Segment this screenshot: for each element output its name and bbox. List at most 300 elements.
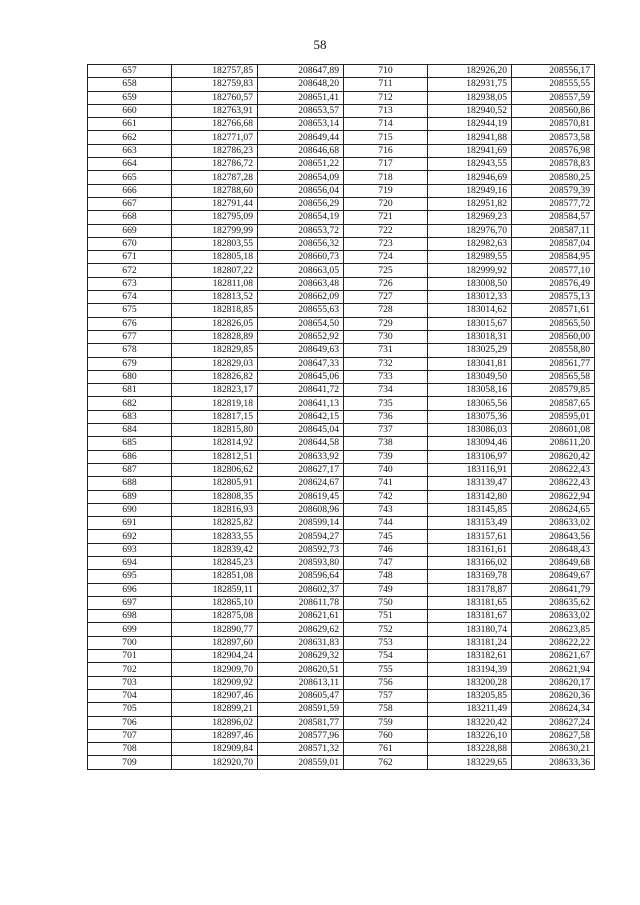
table-row: [88, 304, 595, 317]
point-number-left: 682: [88, 397, 172, 410]
x-coordinate-left: 182814,92: [172, 437, 258, 450]
x-coordinate-left: 182897,46: [172, 729, 258, 742]
table-row: [88, 636, 595, 649]
point-number-right: 712: [344, 91, 428, 104]
point-number-right: 723: [344, 237, 428, 250]
table-row: [88, 251, 595, 264]
table-row: [88, 610, 595, 623]
y-coordinate-left: 208653,57: [258, 104, 344, 117]
point-number-left: 676: [88, 317, 172, 330]
x-coordinate-right: 183145,85: [428, 503, 512, 516]
table-row: [88, 370, 595, 383]
point-number-right: 718: [344, 171, 428, 184]
point-number-right: 713: [344, 104, 428, 117]
point-number-left: 695: [88, 570, 172, 583]
point-number-left: 667: [88, 197, 172, 210]
x-coordinate-right: 183166,02: [428, 556, 512, 569]
table-row: [88, 716, 595, 729]
point-number-right: 728: [344, 304, 428, 317]
x-coordinate-right: 183015,67: [428, 317, 512, 330]
x-coordinate-left: 182815,80: [172, 424, 258, 437]
point-number-left: 660: [88, 104, 172, 117]
x-coordinate-left: 182818,85: [172, 304, 258, 317]
point-number-right: 760: [344, 729, 428, 742]
point-number-right: 724: [344, 251, 428, 264]
point-number-left: 675: [88, 304, 172, 317]
y-coordinate-right: 208633,02: [512, 610, 595, 623]
table-row: [88, 490, 595, 503]
y-coordinate-right: 208576,98: [512, 144, 595, 157]
point-number-left: 687: [88, 463, 172, 476]
point-number-left: 692: [88, 530, 172, 543]
x-coordinate-right: 183008,50: [428, 277, 512, 290]
x-coordinate-right: 183094,46: [428, 437, 512, 450]
y-coordinate-right: 208573,58: [512, 131, 595, 144]
y-coordinate-left: 208663,05: [258, 264, 344, 277]
x-coordinate-left: 182759,83: [172, 78, 258, 91]
y-coordinate-left: 208593,80: [258, 556, 344, 569]
x-coordinate-left: 182823,17: [172, 384, 258, 397]
y-coordinate-left: 208629,62: [258, 623, 344, 636]
point-number-left: 680: [88, 370, 172, 383]
y-coordinate-left: 208599,14: [258, 517, 344, 530]
x-coordinate-left: 182786,23: [172, 144, 258, 157]
x-coordinate-left: 182799,99: [172, 224, 258, 237]
x-coordinate-left: 182904,24: [172, 650, 258, 663]
table-row: [88, 211, 595, 224]
y-coordinate-right: 208620,17: [512, 676, 595, 689]
x-coordinate-right: 183205,85: [428, 689, 512, 702]
table-row: [88, 596, 595, 609]
table-row: [88, 197, 595, 210]
y-coordinate-right: 208587,11: [512, 224, 595, 237]
coordinates-table-body: [88, 65, 595, 770]
y-coordinate-right: 208584,57: [512, 211, 595, 224]
y-coordinate-left: 208663,48: [258, 277, 344, 290]
y-coordinate-right: 208560,00: [512, 330, 595, 343]
x-coordinate-left: 182899,21: [172, 703, 258, 716]
x-coordinate-right: 182940,52: [428, 104, 512, 117]
point-number-right: 733: [344, 370, 428, 383]
point-number-right: 716: [344, 144, 428, 157]
y-coordinate-right: 208649,67: [512, 570, 595, 583]
x-coordinate-right: 183181,24: [428, 636, 512, 649]
point-number-left: 663: [88, 144, 172, 157]
point-number-right: 726: [344, 277, 428, 290]
y-coordinate-left: 208581,77: [258, 716, 344, 729]
table-row: [88, 676, 595, 689]
y-coordinate-left: 208655,63: [258, 304, 344, 317]
point-number-left: 693: [88, 543, 172, 556]
table-row: [88, 530, 595, 543]
x-coordinate-right: 183178,87: [428, 583, 512, 596]
point-number-right: 762: [344, 756, 428, 769]
x-coordinate-left: 182787,28: [172, 171, 258, 184]
y-coordinate-left: 208605,47: [258, 689, 344, 702]
x-coordinate-right: 183181,65: [428, 596, 512, 609]
point-number-right: 722: [344, 224, 428, 237]
point-number-right: 731: [344, 344, 428, 357]
x-coordinate-right: 183139,47: [428, 477, 512, 490]
point-number-right: 738: [344, 437, 428, 450]
point-number-right: 732: [344, 357, 428, 370]
point-number-right: 719: [344, 184, 428, 197]
table-row: [88, 556, 595, 569]
point-number-right: 727: [344, 291, 428, 304]
x-coordinate-right: 183228,88: [428, 743, 512, 756]
x-coordinate-right: 182941,88: [428, 131, 512, 144]
point-number-right: 761: [344, 743, 428, 756]
point-number-left: 685: [88, 437, 172, 450]
y-coordinate-left: 208596,64: [258, 570, 344, 583]
point-number-left: 690: [88, 503, 172, 516]
x-coordinate-left: 182839,42: [172, 543, 258, 556]
x-coordinate-left: 182806,62: [172, 463, 258, 476]
point-number-left: 679: [88, 357, 172, 370]
point-number-left: 709: [88, 756, 172, 769]
table-row: [88, 118, 595, 131]
x-coordinate-right: 182969,23: [428, 211, 512, 224]
point-number-right: 714: [344, 118, 428, 131]
point-number-right: 730: [344, 330, 428, 343]
y-coordinate-left: 208648,20: [258, 78, 344, 91]
x-coordinate-left: 182766,68: [172, 118, 258, 131]
y-coordinate-right: 208621,67: [512, 650, 595, 663]
y-coordinate-left: 208592,73: [258, 543, 344, 556]
table-row: [88, 384, 595, 397]
y-coordinate-left: 208631,83: [258, 636, 344, 649]
point-number-right: 747: [344, 556, 428, 569]
point-number-left: 707: [88, 729, 172, 742]
table-row: [88, 264, 595, 277]
x-coordinate-right: 183169,78: [428, 570, 512, 583]
y-coordinate-right: 208648,43: [512, 543, 595, 556]
y-coordinate-right: 208627,58: [512, 729, 595, 742]
y-coordinate-left: 208656,29: [258, 197, 344, 210]
y-coordinate-right: 208622,22: [512, 636, 595, 649]
y-coordinate-right: 208601,08: [512, 424, 595, 437]
y-coordinate-left: 208559,01: [258, 756, 344, 769]
point-number-left: 664: [88, 158, 172, 171]
table-row: [88, 583, 595, 596]
point-number-right: 735: [344, 397, 428, 410]
y-coordinate-left: 208633,92: [258, 450, 344, 463]
x-coordinate-right: 183181,67: [428, 610, 512, 623]
y-coordinate-left: 208591,59: [258, 703, 344, 716]
y-coordinate-right: 208623,85: [512, 623, 595, 636]
table-row: [88, 689, 595, 702]
y-coordinate-right: 208580,25: [512, 171, 595, 184]
y-coordinate-left: 208641,72: [258, 384, 344, 397]
point-number-right: 748: [344, 570, 428, 583]
table-row: [88, 570, 595, 583]
point-number-left: 670: [88, 237, 172, 250]
point-number-right: 711: [344, 78, 428, 91]
table-row: [88, 543, 595, 556]
table-row: [88, 410, 595, 423]
point-number-left: 689: [88, 490, 172, 503]
point-number-left: 706: [88, 716, 172, 729]
x-coordinate-left: 182763,91: [172, 104, 258, 117]
y-coordinate-left: 208594,27: [258, 530, 344, 543]
x-coordinate-left: 182807,22: [172, 264, 258, 277]
point-number-left: 688: [88, 477, 172, 490]
point-number-left: 662: [88, 131, 172, 144]
y-coordinate-left: 208611,78: [258, 596, 344, 609]
table-row: [88, 729, 595, 742]
x-coordinate-right: 182944,19: [428, 118, 512, 131]
x-coordinate-left: 182808,35: [172, 490, 258, 503]
y-coordinate-right: 208571,61: [512, 304, 595, 317]
y-coordinate-right: 208577,72: [512, 197, 595, 210]
x-coordinate-left: 182786,72: [172, 158, 258, 171]
table-row: [88, 277, 595, 290]
x-coordinate-right: 183086,03: [428, 424, 512, 437]
x-coordinate-left: 182826,05: [172, 317, 258, 330]
x-coordinate-left: 182909,84: [172, 743, 258, 756]
x-coordinate-right: 183211,49: [428, 703, 512, 716]
table-row: [88, 623, 595, 636]
point-number-left: 678: [88, 344, 172, 357]
point-number-right: 739: [344, 450, 428, 463]
x-coordinate-left: 182829,03: [172, 357, 258, 370]
x-coordinate-right: 182941,69: [428, 144, 512, 157]
y-coordinate-left: 208602,37: [258, 583, 344, 596]
point-number-right: 752: [344, 623, 428, 636]
point-number-right: 755: [344, 663, 428, 676]
x-coordinate-left: 182771,07: [172, 131, 258, 144]
x-coordinate-left: 182788,60: [172, 184, 258, 197]
y-coordinate-right: 208621,94: [512, 663, 595, 676]
x-coordinate-right: 182999,92: [428, 264, 512, 277]
x-coordinate-left: 182817,15: [172, 410, 258, 423]
x-coordinate-right: 183229,65: [428, 756, 512, 769]
y-coordinate-left: 208654,09: [258, 171, 344, 184]
y-coordinate-left: 208652,92: [258, 330, 344, 343]
x-coordinate-right: 183116,91: [428, 463, 512, 476]
y-coordinate-right: 208578,83: [512, 158, 595, 171]
y-coordinate-right: 208579,39: [512, 184, 595, 197]
y-coordinate-right: 208561,77: [512, 357, 595, 370]
table-row: [88, 224, 595, 237]
x-coordinate-left: 182833,55: [172, 530, 258, 543]
y-coordinate-left: 208613,11: [258, 676, 344, 689]
y-coordinate-left: 208642,15: [258, 410, 344, 423]
table-row: [88, 437, 595, 450]
y-coordinate-right: 208633,36: [512, 756, 595, 769]
y-coordinate-left: 208649,63: [258, 344, 344, 357]
point-number-right: 756: [344, 676, 428, 689]
y-coordinate-right: 208560,86: [512, 104, 595, 117]
y-coordinate-right: 208622,94: [512, 490, 595, 503]
x-coordinate-right: 182951,82: [428, 197, 512, 210]
y-coordinate-right: 208576,49: [512, 277, 595, 290]
y-coordinate-left: 208621,61: [258, 610, 344, 623]
x-coordinate-left: 182851,08: [172, 570, 258, 583]
point-number-right: 736: [344, 410, 428, 423]
x-coordinate-right: 183182,61: [428, 650, 512, 663]
x-coordinate-right: 182946,69: [428, 171, 512, 184]
y-coordinate-left: 208571,32: [258, 743, 344, 756]
point-number-left: 657: [88, 65, 172, 78]
x-coordinate-right: 182989,55: [428, 251, 512, 264]
y-coordinate-right: 208633,02: [512, 517, 595, 530]
y-coordinate-right: 208649,68: [512, 556, 595, 569]
y-coordinate-right: 208622,43: [512, 463, 595, 476]
point-number-right: 721: [344, 211, 428, 224]
x-coordinate-right: 183075,36: [428, 410, 512, 423]
table-row: [88, 663, 595, 676]
table-row: [88, 131, 595, 144]
point-number-left: 700: [88, 636, 172, 649]
table-row: [88, 503, 595, 516]
point-number-right: 754: [344, 650, 428, 663]
x-coordinate-left: 182812,51: [172, 450, 258, 463]
y-coordinate-left: 208647,89: [258, 65, 344, 78]
y-coordinate-right: 208555,55: [512, 78, 595, 91]
y-coordinate-right: 208575,13: [512, 291, 595, 304]
y-coordinate-right: 208620,36: [512, 689, 595, 702]
point-number-right: 750: [344, 596, 428, 609]
x-coordinate-left: 182865,10: [172, 596, 258, 609]
x-coordinate-left: 182875,08: [172, 610, 258, 623]
x-coordinate-left: 182811,08: [172, 277, 258, 290]
x-coordinate-right: 182949,16: [428, 184, 512, 197]
y-coordinate-right: 208595,01: [512, 410, 595, 423]
x-coordinate-left: 182907,46: [172, 689, 258, 702]
x-coordinate-right: 183014,62: [428, 304, 512, 317]
point-number-left: 674: [88, 291, 172, 304]
point-number-left: 669: [88, 224, 172, 237]
y-coordinate-right: 208611,20: [512, 437, 595, 450]
y-coordinate-left: 208608,96: [258, 503, 344, 516]
table-row: [88, 517, 595, 530]
table-row: [88, 756, 595, 769]
x-coordinate-left: 182890,77: [172, 623, 258, 636]
y-coordinate-left: 208645,04: [258, 424, 344, 437]
y-coordinate-right: 208641,79: [512, 583, 595, 596]
x-coordinate-left: 182897,60: [172, 636, 258, 649]
table-row: [88, 344, 595, 357]
table-row: [88, 65, 595, 78]
point-number-left: 703: [88, 676, 172, 689]
y-coordinate-left: 208649,44: [258, 131, 344, 144]
y-coordinate-right: 208624,65: [512, 503, 595, 516]
point-number-left: 681: [88, 384, 172, 397]
table-row: [88, 357, 595, 370]
x-coordinate-right: 183161,61: [428, 543, 512, 556]
point-number-right: 759: [344, 716, 428, 729]
x-coordinate-right: 183180,74: [428, 623, 512, 636]
x-coordinate-right: 183025,29: [428, 344, 512, 357]
table-row: [88, 703, 595, 716]
y-coordinate-right: 208587,65: [512, 397, 595, 410]
x-coordinate-left: 182805,18: [172, 251, 258, 264]
x-coordinate-left: 182791,44: [172, 197, 258, 210]
point-number-left: 659: [88, 91, 172, 104]
y-coordinate-right: 208584,95: [512, 251, 595, 264]
y-coordinate-right: 208620,42: [512, 450, 595, 463]
y-coordinate-left: 208629,32: [258, 650, 344, 663]
point-number-right: 758: [344, 703, 428, 716]
y-coordinate-left: 208654,50: [258, 317, 344, 330]
x-coordinate-left: 182826,82: [172, 370, 258, 383]
point-number-left: 696: [88, 583, 172, 596]
point-number-left: 697: [88, 596, 172, 609]
point-number-left: 694: [88, 556, 172, 569]
x-coordinate-left: 182816,93: [172, 503, 258, 516]
point-number-left: 677: [88, 330, 172, 343]
table-row: [88, 158, 595, 171]
point-number-left: 665: [88, 171, 172, 184]
table-row: [88, 424, 595, 437]
x-coordinate-right: 182943,55: [428, 158, 512, 171]
table-row: [88, 450, 595, 463]
point-number-left: 672: [88, 264, 172, 277]
x-coordinate-right: 183153,49: [428, 517, 512, 530]
point-number-left: 686: [88, 450, 172, 463]
table-row: [88, 317, 595, 330]
y-coordinate-right: 208570,81: [512, 118, 595, 131]
y-coordinate-left: 208624,67: [258, 477, 344, 490]
point-number-right: 744: [344, 517, 428, 530]
x-coordinate-left: 182859,11: [172, 583, 258, 596]
x-coordinate-right: 183049,50: [428, 370, 512, 383]
x-coordinate-left: 182909,70: [172, 663, 258, 676]
point-number-right: 737: [344, 424, 428, 437]
x-coordinate-left: 182828,89: [172, 330, 258, 343]
x-coordinate-right: 183058,16: [428, 384, 512, 397]
x-coordinate-right: 182938,05: [428, 91, 512, 104]
table-row: [88, 330, 595, 343]
y-coordinate-left: 208662,09: [258, 291, 344, 304]
y-coordinate-left: 208620,51: [258, 663, 344, 676]
y-coordinate-left: 208654,19: [258, 211, 344, 224]
x-coordinate-right: 183065,56: [428, 397, 512, 410]
y-coordinate-right: 208643,56: [512, 530, 595, 543]
x-coordinate-right: 183200,28: [428, 676, 512, 689]
y-coordinate-right: 208630,21: [512, 743, 595, 756]
table-row: [88, 743, 595, 756]
x-coordinate-right: 182976,70: [428, 224, 512, 237]
point-number-left: 658: [88, 78, 172, 91]
table-row: [88, 78, 595, 91]
point-number-right: 749: [344, 583, 428, 596]
point-number-left: 704: [88, 689, 172, 702]
y-coordinate-right: 208624,34: [512, 703, 595, 716]
point-number-left: 698: [88, 610, 172, 623]
point-number-right: 729: [344, 317, 428, 330]
table-row: [88, 184, 595, 197]
point-number-right: 741: [344, 477, 428, 490]
table-row: [88, 171, 595, 184]
point-number-right: 751: [344, 610, 428, 623]
y-coordinate-left: 208660,73: [258, 251, 344, 264]
x-coordinate-right: 183018,31: [428, 330, 512, 343]
x-coordinate-left: 182757,85: [172, 65, 258, 78]
point-number-left: 661: [88, 118, 172, 131]
y-coordinate-right: 208565,58: [512, 370, 595, 383]
x-coordinate-left: 182909,92: [172, 676, 258, 689]
y-coordinate-left: 208627,17: [258, 463, 344, 476]
point-number-left: 671: [88, 251, 172, 264]
y-coordinate-left: 208641,13: [258, 397, 344, 410]
point-number-right: 743: [344, 503, 428, 516]
x-coordinate-right: 183041,81: [428, 357, 512, 370]
point-number-left: 668: [88, 211, 172, 224]
y-coordinate-left: 208647,33: [258, 357, 344, 370]
point-number-right: 720: [344, 197, 428, 210]
